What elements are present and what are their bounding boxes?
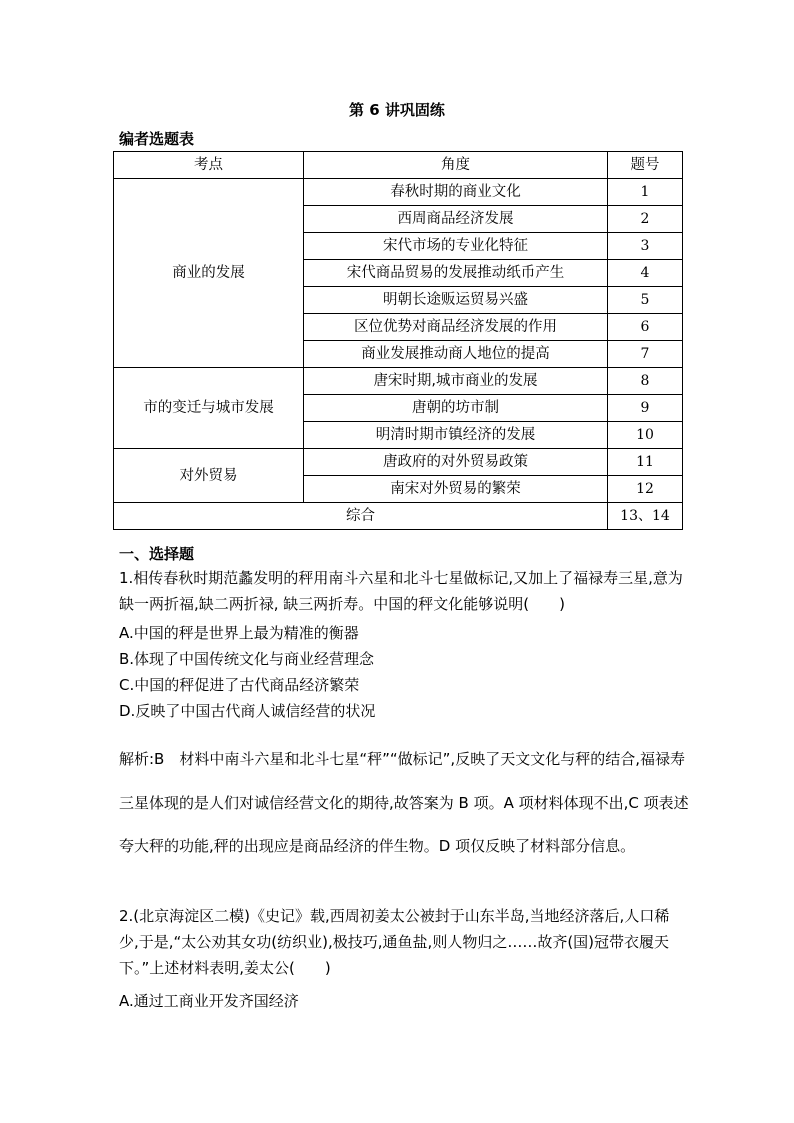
header-angle: 角度: [304, 152, 608, 179]
angle-cell: 唐宋时期,城市商业的发展: [304, 368, 608, 395]
number-cell: 7: [608, 341, 683, 368]
angle-cell: 西周商品经济发展: [304, 206, 608, 233]
question-1-option-a: A.中国的秤是世界上最为精准的衡器: [119, 624, 359, 642]
question-2-option-a: A.通过工商业开发齐国经济: [119, 992, 299, 1010]
number-cell: 2: [608, 206, 683, 233]
table-caption: 编者选题表: [119, 130, 195, 148]
angle-cell: 宋代市场的专业化特征: [304, 233, 608, 260]
question-1-option-c: C.中国的秤促进了古代商品经济繁荣: [119, 676, 360, 694]
topic-cell: 对外贸易: [114, 449, 304, 503]
header-topic: 考点: [114, 152, 304, 179]
page-title: 第 6 讲巩固练: [349, 101, 445, 119]
topic-cell: 商业的发展: [114, 179, 304, 368]
question-2-stem: 2.(北京海淀区二模)《史记》载,西周初姜太公被封于山东半岛,当地经济落后,人口稀少,于是,“太公劝其女功(纺织业),极技巧,通鱼盐,则人物归之……故齐(国)冠带衣履天下。”上述材料表明,姜太公( ): [119, 907, 670, 977]
number-cell: 12: [608, 476, 683, 503]
table-row: [114, 449, 683, 476]
header-number: 题号: [608, 152, 683, 179]
topic-cell: 市的变迁与城市发展: [114, 368, 304, 449]
angle-cell: 唐政府的对外贸易政策: [304, 449, 608, 476]
number-cell: 9: [608, 395, 683, 422]
number-cell: 8: [608, 368, 683, 395]
question-1-stem: 1.相传春秋时期范蠡发明的秤用南斗六星和北斗七星做标记,又加上了福禄寿三星,意为缺一两折福,缺二两折禄, 缺三两折寿。中国的秤文化能够说明( ): [119, 569, 683, 613]
angle-cell: 春秋时期的商业文化: [304, 179, 608, 206]
question-1-analysis: 解析:B 材料中南斗六星和北斗七星“秤”“做标记”,反映了天文文化与秤的结合,福禄寿三星体现的是人们对诚信经营文化的期待,故答案为 B 项。A 项材料体现不出,C 项表述夸大秤的功能,秤的出现应是商品经济的伴生物。D 项仅反映了材料部分信息。: [119, 750, 689, 855]
section-title: 一、选择题: [119, 545, 195, 563]
summary-number: 13、14: [608, 503, 683, 530]
number-cell: 11: [608, 449, 683, 476]
summary-label: 综合: [114, 503, 608, 530]
number-cell: 1: [608, 179, 683, 206]
table-header-row: [114, 152, 683, 179]
question-1-option-d: D.反映了中国古代商人诚信经营的状况: [119, 702, 376, 720]
number-cell: 3: [608, 233, 683, 260]
topic-table: [113, 151, 683, 530]
angle-cell: 明清时期市镇经济的发展: [304, 422, 608, 449]
angle-cell: 商业发展推动商人地位的提高: [304, 341, 608, 368]
number-cell: 10: [608, 422, 683, 449]
table-row: [114, 179, 683, 206]
angle-cell: 宋代商品贸易的发展推动纸币产生: [304, 260, 608, 287]
angle-cell: 南宋对外贸易的繁荣: [304, 476, 608, 503]
angle-cell: 区位优势对商品经济发展的作用: [304, 314, 608, 341]
number-cell: 5: [608, 287, 683, 314]
table-summary-row: [114, 503, 683, 530]
table-row: [114, 368, 683, 395]
angle-cell: 唐朝的坊市制: [304, 395, 608, 422]
angle-cell: 明朝长途贩运贸易兴盛: [304, 287, 608, 314]
question-1-option-b: B.体现了中国传统文化与商业经营理念: [119, 650, 375, 668]
number-cell: 4: [608, 260, 683, 287]
number-cell: 6: [608, 314, 683, 341]
